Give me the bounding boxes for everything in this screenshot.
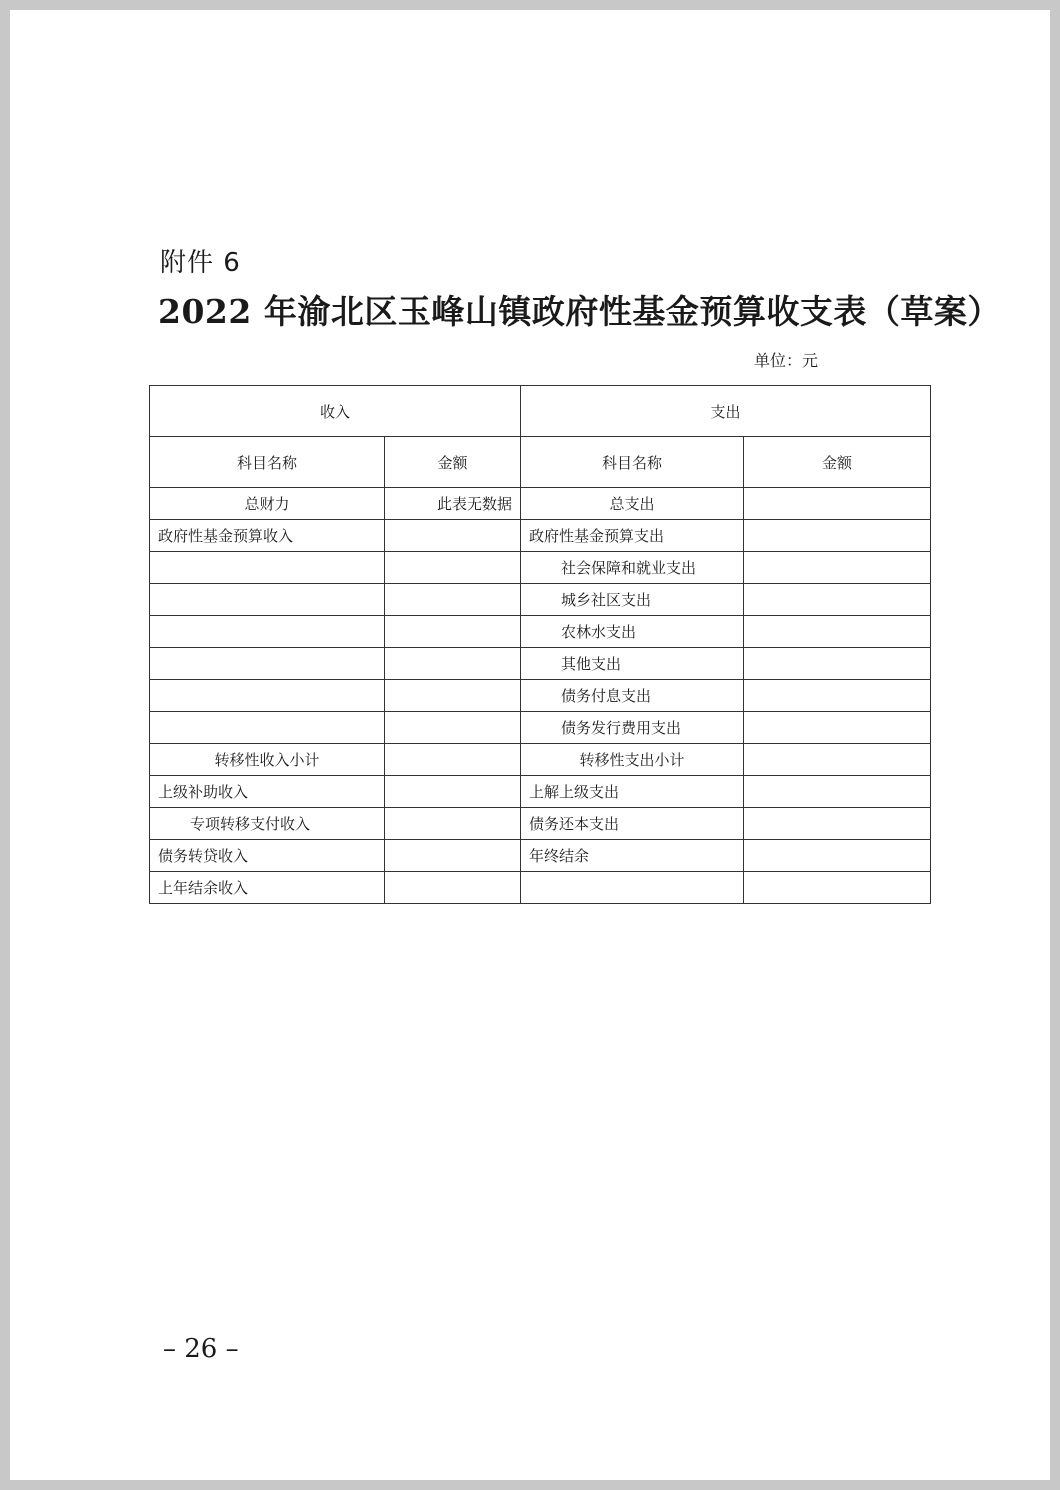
expense-name-cell: 债务付息支出 bbox=[521, 680, 744, 712]
income-name-cell bbox=[150, 648, 385, 680]
income-name-cell bbox=[150, 712, 385, 744]
expense-name-cell: 债务还本支出 bbox=[521, 808, 744, 840]
column-header-expense-amount: 金额 bbox=[744, 437, 931, 488]
column-header-expense-name: 科目名称 bbox=[521, 437, 744, 488]
income-amount-cell bbox=[385, 808, 521, 840]
income-name-cell bbox=[150, 680, 385, 712]
table-row bbox=[150, 584, 931, 616]
table-row bbox=[150, 712, 931, 744]
income-amount-cell bbox=[385, 744, 521, 776]
expense-amount-cell bbox=[744, 552, 931, 584]
income-name-cell bbox=[150, 616, 385, 648]
expense-name-cell: 农林水支出 bbox=[521, 616, 744, 648]
income-name-cell: 上年结余收入 bbox=[150, 872, 385, 904]
group-header-row bbox=[150, 386, 931, 437]
income-amount-cell bbox=[385, 616, 521, 648]
table-row bbox=[150, 552, 931, 584]
table-row bbox=[150, 808, 931, 840]
expense-amount-cell bbox=[744, 808, 931, 840]
expense-amount-cell bbox=[744, 616, 931, 648]
budget-table bbox=[149, 385, 931, 904]
income-name-cell: 总财力 bbox=[150, 488, 385, 520]
income-amount-cell bbox=[385, 840, 521, 872]
expense-amount-cell bbox=[744, 584, 931, 616]
table-row bbox=[150, 744, 931, 776]
unit-label: 单位：元 bbox=[754, 351, 819, 370]
income-name-cell: 转移性收入小计 bbox=[150, 744, 385, 776]
expense-name-cell: 城乡社区支出 bbox=[521, 584, 744, 616]
table-row bbox=[150, 872, 931, 904]
income-amount-cell bbox=[385, 552, 521, 584]
table-row bbox=[150, 648, 931, 680]
expense-name-cell: 社会保障和就业支出 bbox=[521, 552, 744, 584]
income-name-cell bbox=[150, 552, 385, 584]
income-name-cell bbox=[150, 584, 385, 616]
column-header-row bbox=[150, 437, 931, 488]
expense-amount-cell bbox=[744, 680, 931, 712]
expense-name-cell: 总支出 bbox=[521, 488, 744, 520]
column-header-income-name: 科目名称 bbox=[150, 437, 385, 488]
expense-amount-cell bbox=[744, 520, 931, 552]
table-row bbox=[150, 520, 931, 552]
income-name-cell: 债务转贷收入 bbox=[150, 840, 385, 872]
expense-amount-cell bbox=[744, 712, 931, 744]
income-group-header: 收入 bbox=[150, 386, 521, 437]
table-row bbox=[150, 680, 931, 712]
income-amount-cell bbox=[385, 776, 521, 808]
table-row bbox=[150, 616, 931, 648]
expense-name-cell: 转移性支出小计 bbox=[521, 744, 744, 776]
page-number: – 26 – bbox=[163, 1334, 239, 1364]
income-amount-cell bbox=[385, 872, 521, 904]
document-page bbox=[10, 10, 1050, 1480]
expense-amount-cell bbox=[744, 872, 931, 904]
expense-name-cell: 政府性基金预算支出 bbox=[521, 520, 744, 552]
expense-name-cell: 其他支出 bbox=[521, 648, 744, 680]
expense-amount-cell bbox=[744, 648, 931, 680]
table-row bbox=[150, 488, 931, 520]
income-amount-cell bbox=[385, 680, 521, 712]
expense-amount-cell bbox=[744, 488, 931, 520]
attachment-label: 附件 6 bbox=[160, 248, 241, 278]
table-row bbox=[150, 840, 931, 872]
expense-name-cell: 年终结余 bbox=[521, 840, 744, 872]
document-title: 2022 年渝北区玉峰山镇政府性基金预算收支表（草案） bbox=[158, 292, 1001, 331]
income-amount-cell bbox=[385, 520, 521, 552]
income-amount-cell bbox=[385, 712, 521, 744]
expense-name-cell: 上解上级支出 bbox=[521, 776, 744, 808]
expense-amount-cell bbox=[744, 744, 931, 776]
table-row bbox=[150, 776, 931, 808]
income-name-cell: 上级补助收入 bbox=[150, 776, 385, 808]
expense-name-cell: 债务发行费用支出 bbox=[521, 712, 744, 744]
income-amount-cell bbox=[385, 584, 521, 616]
expense-name-cell bbox=[521, 872, 744, 904]
income-amount-cell bbox=[385, 648, 521, 680]
income-name-cell: 政府性基金预算收入 bbox=[150, 520, 385, 552]
income-name-cell: 专项转移支付收入 bbox=[150, 808, 385, 840]
expense-amount-cell bbox=[744, 776, 931, 808]
column-header-income-amount: 金额 bbox=[385, 437, 521, 488]
expense-amount-cell bbox=[744, 840, 931, 872]
expense-group-header: 支出 bbox=[521, 386, 931, 437]
income-amount-cell: 此表无数据 bbox=[385, 488, 521, 520]
